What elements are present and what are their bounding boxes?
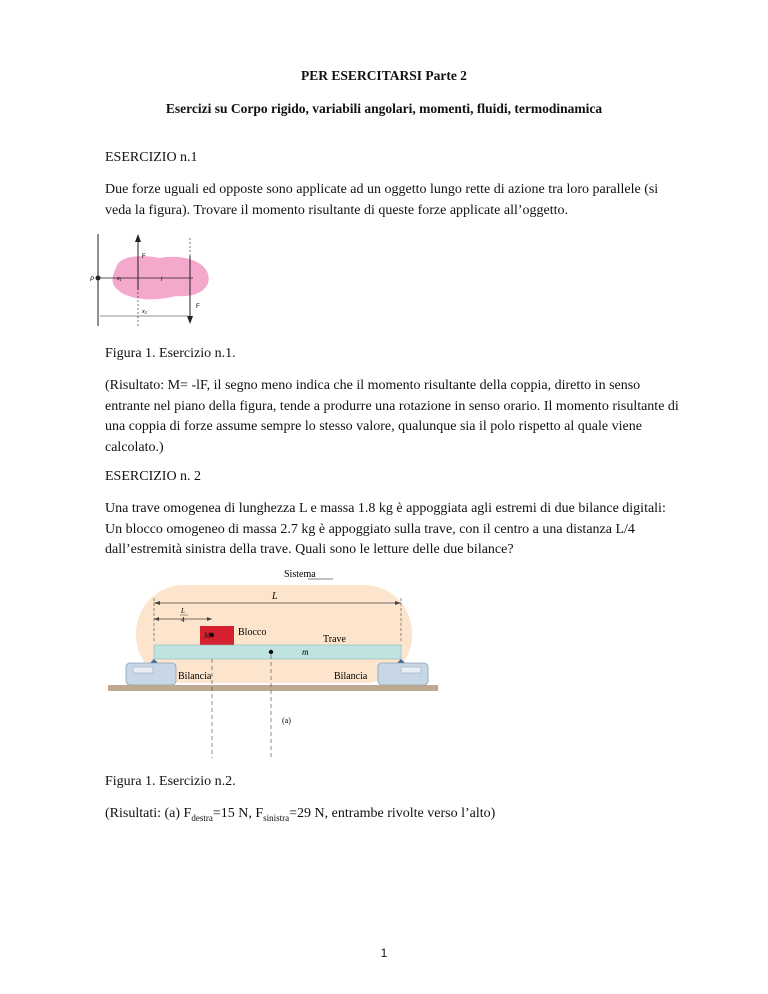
label-l-over-4-num: L xyxy=(181,607,185,615)
label-m-block: M xyxy=(204,631,211,640)
exercise-1-heading: ESERCIZIO n.1 xyxy=(105,150,198,165)
exercise-1-text: Due forze uguali ed opposte sono applicate ad un oggetto lungo rette di azione tra loro parallele (si veda la figura). Trovare il momento risultante di queste forze applicate all’oggetto. xyxy=(105,182,659,218)
label-l: l xyxy=(161,277,163,283)
page-number: 1 xyxy=(380,946,388,960)
page-subtitle: Esercizi su Corpo rigido, variabili angolari, momenti, fluidi, termodinamica xyxy=(165,101,603,116)
label-l-over-4-den: 4 xyxy=(181,616,185,624)
label-p: P xyxy=(90,277,95,283)
figure-1-caption: Figura 1. Esercizio n.1. xyxy=(105,346,236,361)
label-bilancia-right: Bilancia xyxy=(334,671,368,682)
label-trave: Trave xyxy=(323,634,346,645)
label-panel-a: (a) xyxy=(282,716,291,725)
force-down-arrowhead xyxy=(187,316,193,324)
exercise-2-result: (Risultati: (a) $F_{destra}=15$ N, $F_{sinistra}=29$ N, entrambe rivolte verso l’alto) xyxy=(105,806,496,823)
exercise-1-result: (Risultato: M= -lF, il segno meno indica che il momento risultante della coppia, diretto in senso entrante nel piano della figura, tende a produrre una rotazione in senso orario. Il momento risultante di una coppia di forze assume sempre lo stesso valore, qualunque sia il polo rispetto al quale viene calcolato.) xyxy=(105,378,679,455)
label-blocco: Blocco xyxy=(238,627,267,638)
beam xyxy=(154,645,401,659)
figure-2-caption: Figura 1. Esercizio n.2. xyxy=(105,774,236,789)
scale-right xyxy=(378,663,428,685)
page-title: PER ESERCITARSI Parte 2 xyxy=(301,68,467,83)
label-bilancia-left: Bilancia xyxy=(178,671,212,682)
pivot-point-p xyxy=(96,276,101,281)
label-sistema: Sistema xyxy=(284,569,316,580)
figure-2-beam-scales xyxy=(108,563,438,758)
ground xyxy=(108,685,438,691)
label-x2: x₂ xyxy=(142,309,147,315)
figure-1-couple-forces xyxy=(88,228,222,332)
label-x1: x₁ xyxy=(117,276,122,282)
label-m-beam: m xyxy=(302,647,309,657)
label-f-top: F xyxy=(142,254,146,260)
label-f-bottom: F xyxy=(196,304,200,310)
beam-center xyxy=(269,650,273,654)
exercise-2-text: Una trave omogenea di lunghezza L e massa 1.8 kg è appoggiata agli estremi di due bilance digitali: Un blocco omogeneo di massa 2.7 kg è appoggiato sulla trave, con il centro a una distanza L/4 dall’estremità sinistra della trave. Quali sono le letture delle due bilance? xyxy=(105,501,666,557)
exercise-2-heading: ESERCIZIO n. 2 xyxy=(105,469,202,484)
scale-left xyxy=(126,663,176,685)
label-l: L xyxy=(272,591,278,602)
